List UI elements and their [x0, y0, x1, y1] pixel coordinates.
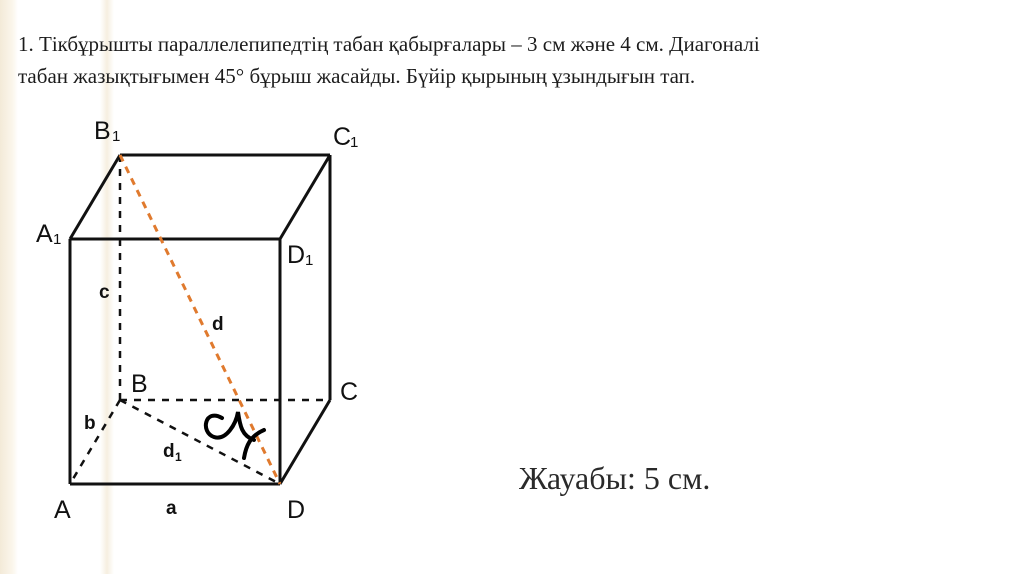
label-B: B — [131, 370, 148, 398]
label-A1-sub: 1 — [53, 231, 62, 248]
label-D1-sub: 1 — [305, 252, 314, 269]
base-diagonal-d1 — [120, 400, 280, 484]
label-C1: C — [333, 123, 352, 151]
angle-alpha-mark — [206, 412, 264, 458]
answer-text: Жауабы: 5 см. — [519, 460, 711, 496]
label-A: A — [54, 496, 71, 524]
problem-line-1: 1. Тікбұрышты параллелепипедтің табан қабырғалары – 3 см және 4 см. Диагоналі — [18, 32, 760, 56]
edge-C-D — [280, 400, 330, 484]
label-C1-sub: 1 — [350, 134, 359, 151]
label-D1: D — [287, 241, 306, 269]
label-edge-a: a — [166, 498, 177, 519]
edge-A1-B1 — [70, 155, 120, 239]
label-edge-d1-sub: 1 — [175, 450, 182, 464]
label-B1: B — [94, 117, 111, 145]
problem-line-2: табан жазықтығымен 45° бұрыш жасайды. Бүйір қырының ұзындығын тап. — [18, 64, 696, 88]
label-edge-b: b — [84, 413, 96, 434]
label-A1: A — [36, 220, 53, 248]
label-edge-d1: d — [163, 441, 175, 462]
label-edge-c: c — [99, 282, 110, 303]
label-edge-d: d — [212, 314, 224, 335]
edge-C1-D1 — [280, 155, 330, 239]
label-B1-sub: 1 — [112, 128, 121, 145]
label-C: C — [340, 378, 359, 406]
label-D: D — [287, 496, 306, 524]
